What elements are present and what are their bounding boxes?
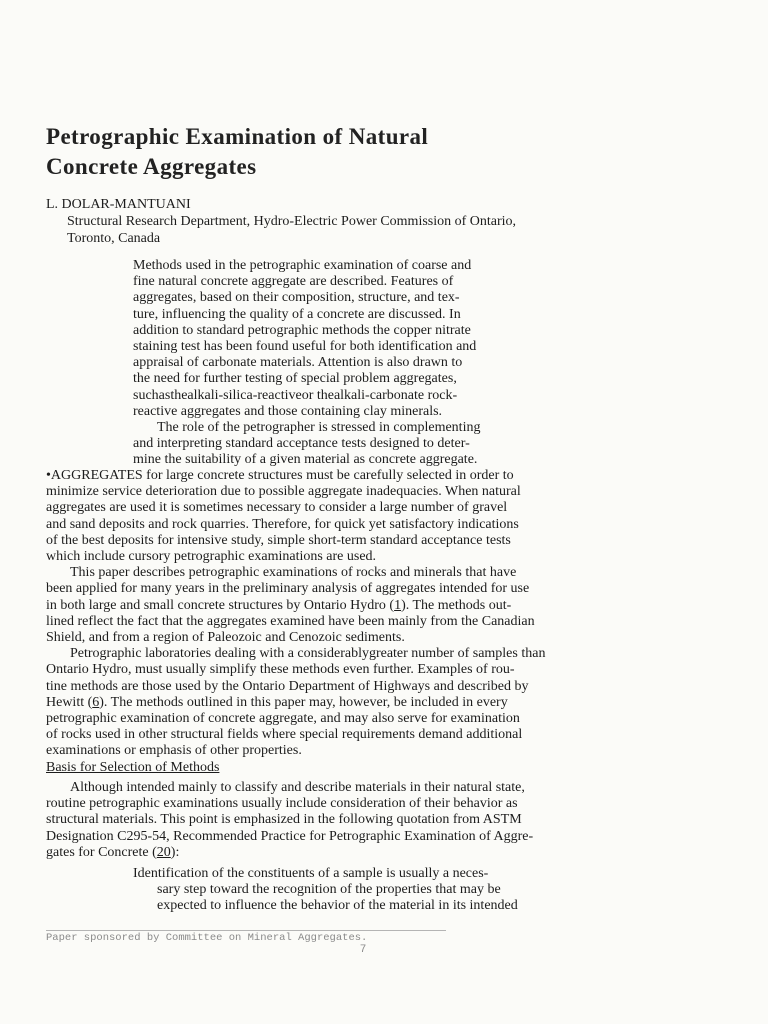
body-line: tine methods are those used by the Ontario Department of Highways and described by <box>46 678 529 694</box>
abstract-line: staining test has been found useful for both identification and <box>133 339 477 355</box>
abstract-line: reactive aggregates and those containing clay minerals. <box>133 403 443 419</box>
section-heading: Basis for Selection of Methods <box>46 760 220 775</box>
abstract-line: and interpreting standard acceptance tests designed to deter- <box>133 436 470 452</box>
body-line-text: ). The methods out- <box>401 597 512 613</box>
abstract <box>133 258 593 469</box>
section-line: structural materials. This point is emphasized in the following quotation from ASTM <box>46 812 522 828</box>
body-line: aggregates are used it is sometimes necessary to consider a large number of gravel <box>46 500 508 516</box>
footnote: Paper sponsored by Committee on Mineral Aggregates. <box>46 930 446 944</box>
reference-citation: 20 <box>156 844 171 860</box>
block-quote <box>133 866 613 915</box>
author-affiliation <box>67 213 516 247</box>
body-line-text: ). The methods outlined in this paper may, however, be included in every <box>99 694 508 710</box>
section-line: Designation C295-54, Recommended Practice for Petrographic Examination of Aggre- <box>46 828 534 844</box>
body-line: examinations or emphasis of other properties. <box>46 743 302 759</box>
reference-citation: 1 <box>394 597 402 613</box>
abstract-line: aggregates, based on their composition, structure, and tex- <box>133 290 460 306</box>
abstract-line: fine natural concrete aggregate are described. Features of <box>133 274 454 290</box>
body-line: Shield, and from a region of Paleozoic and Cenozoic sediments. <box>46 630 405 646</box>
body-line-text: in both large and small concrete structures by Ontario Hydro ( <box>46 597 395 613</box>
page-number: 7 <box>359 944 367 956</box>
title-line-2: Concrete Aggregates <box>46 154 257 179</box>
title-line-1: Petrographic Examination of Natural <box>46 124 429 149</box>
paper-title <box>46 122 428 182</box>
body-line: •AGGREGATES for large concrete structures must be carefully selected in order to <box>46 468 514 483</box>
reference-citation: 6 <box>92 694 100 710</box>
body-line: lined reflect the fact that the aggregates examined have been mainly from the Canadian <box>46 613 535 629</box>
body-line: which include cursory petrographic examinations are used. <box>46 549 377 565</box>
body-line: of rocks used in other structural fields where special requirements demand additional <box>46 727 523 743</box>
section-line: Although intended mainly to classify and describe materials in their natural state, <box>70 780 525 795</box>
body-line: minimize service deterioration due to possible aggregate inadequacies. When natural <box>46 484 521 500</box>
abstract-line: the need for further testing of special problem aggregates, <box>133 371 457 387</box>
body-line: of the best deposits for intensive study, simple short-term standard acceptance tests <box>46 532 511 548</box>
body-text <box>46 468 676 760</box>
section-line-text: ): <box>170 844 180 860</box>
body-line: Ontario Hydro, must usually simplify these methods even further. Examples of rou- <box>46 662 515 678</box>
section-line <box>46 845 676 861</box>
body-line-text: Hewitt ( <box>46 694 93 710</box>
abstract-line: mine the suitability of a given material as concrete aggregate. <box>133 452 478 468</box>
body-line: and sand deposits and rock quarries. Therefore, for quick yet satisfactory indications <box>46 516 519 532</box>
abstract-line: ture, influencing the quality of a concrete are discussed. In <box>133 306 461 322</box>
author-name <box>46 196 191 213</box>
affiliation-line-1: Structural Research Department, Hydro-Electric Power Commission of Ontario, <box>67 214 517 229</box>
body-line: petrographic examination of concrete aggregate, and may also serve for examination <box>46 711 520 727</box>
section-line: routine petrographic examinations usually include consideration of their behavior as <box>46 796 518 812</box>
abstract-line: suchasthealkali-silica-reactiveor thealkali-carbonate rock- <box>133 387 458 403</box>
quote-line: expected to influence the behavior of the material in its intended <box>157 898 518 914</box>
section-text <box>46 780 676 861</box>
abstract-line: The role of the petrographer is stressed in complementing <box>157 420 481 436</box>
body-line: Petrographic laboratories dealing with a considerablygreater number of samples than <box>70 646 546 662</box>
abstract-line: appraisal of carbonate materials. Attention is also drawn to <box>133 355 463 371</box>
body-line <box>46 695 676 711</box>
abstract-line: addition to standard petrographic methods the copper nitrate <box>133 322 471 338</box>
abstract-line: Methods used in the petrographic examination of coarse and <box>133 258 472 273</box>
quote-line: sary step toward the recognition of the properties that may be <box>157 882 501 898</box>
body-line <box>46 598 676 614</box>
section-line-text: gates for Concrete ( <box>46 844 157 860</box>
body-line: been applied for many years in the preliminary analysis of aggregates intended for use <box>46 581 530 597</box>
author-name-text: L. DOLAR-MANTUANI <box>46 197 191 212</box>
affiliation-line-2: Toronto, Canada <box>67 231 161 246</box>
body-line: This paper describes petrographic examinations of rocks and minerals that have <box>70 565 517 581</box>
quote-line: Identification of the constituents of a sample is usually a neces- <box>133 866 489 881</box>
